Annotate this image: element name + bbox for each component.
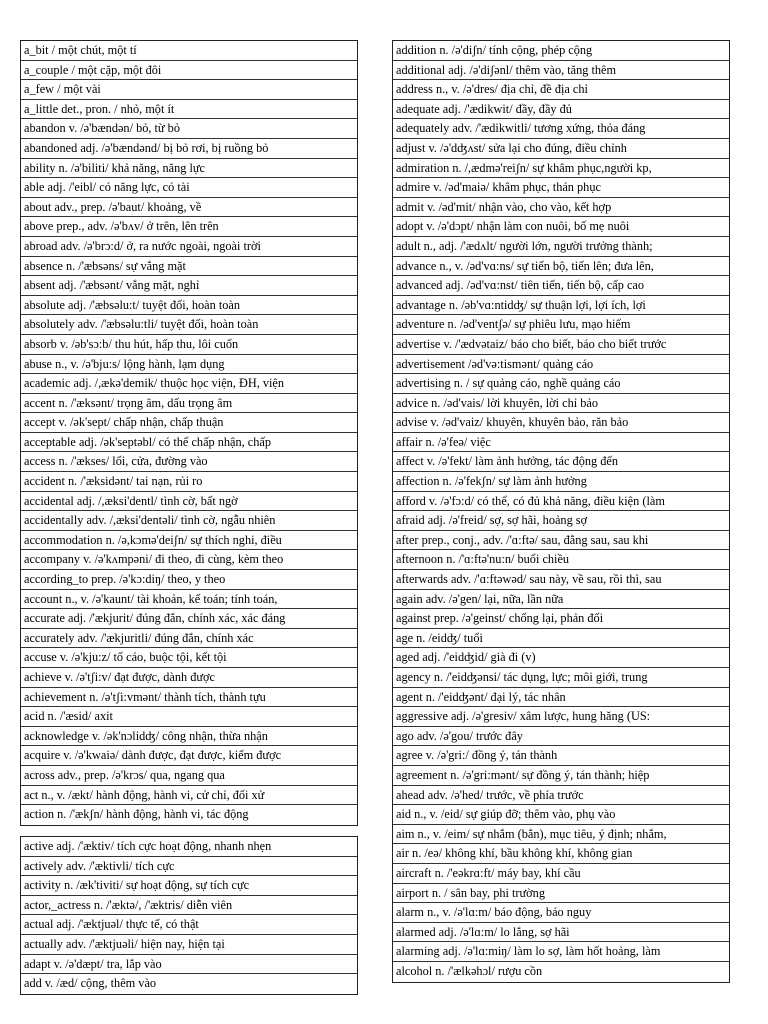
vocab-entry: adventure n. /əd'ventʃə/ sự phiêu lưu, mạo hiểm: [393, 315, 729, 335]
vocab-entry: advice n. /əd'vais/ lời khuyên, lời chỉ bảo: [393, 394, 729, 414]
vocab-entry: adjust v. /ə'dʤʌst/ sửa lại cho đúng, điều chỉnh: [393, 139, 729, 159]
vocab-entry: aircraft n. /'eəkrɑ:ft/ máy bay, khí cầu: [393, 864, 729, 884]
vocab-entry: alarming adj. /ə'lɑ:miŋ/ làm lo sợ, làm hốt hoảng, làm: [393, 942, 729, 962]
vocab-entry: agree v. /ə'gri:/ đồng ý, tán thành: [393, 746, 729, 766]
vocab-entry: admit v. /əd'mit/ nhận vào, cho vào, kết hợp: [393, 198, 729, 218]
vocab-entry: advertise v. /'ædvətaiz/ báo cho biết, báo cho biết trước: [393, 335, 729, 355]
vocab-entry: according_to prep. /ə'kɔ:diŋ/ theo, y theo: [21, 570, 357, 590]
vocab-entry: add v. /æd/ cộng, thêm vào: [24, 976, 157, 991]
vocab-entry: advise v. /əd'vaiz/ khuyên, khuyên bảo, răn bảo: [393, 413, 729, 433]
vocab-entry: afford v. /ə'fɔ:d/ có thể, có đủ khả năng, điều kiện (làm: [393, 492, 729, 512]
vocab-entry: affair n. /ə'feə/ việc: [393, 433, 729, 453]
vocab-entry: advance n., v. /əd'vɑ:ns/ sự tiến bộ, tiến lên; đưa lên,: [393, 257, 729, 277]
vocab-entry: achieve v. /ə'tʃi:v/ đạt được, dành được: [21, 668, 357, 688]
vocab-entry: accident n. /'æksidənt/ tai nạn, rủi ro: [21, 472, 357, 492]
vocab-entry: addition n. /ə'diʃn/ tính cộng, phép cộng: [393, 41, 729, 61]
vocab-entry: airport n. / sân bay, phi trường: [393, 884, 729, 904]
vocab-entry: alarm n., v. /ə'lɑ:m/ báo động, báo nguy: [393, 903, 729, 923]
vocab-entry: a_bit / một chút, một tí: [21, 41, 357, 61]
vocab-entry: academic adj. /,ækə'demik/ thuộc học viện, ĐH, viện: [21, 374, 357, 394]
vocab-entry: action n. /'ækʃn/ hành động, hành vi, tác động: [24, 807, 249, 822]
vocab-entry: about adv., prep. /ə'baut/ khoảng, về: [21, 198, 357, 218]
vocab-entry: affect v. /ə'fekt/ làm ảnh hưởng, tác động đến: [393, 452, 729, 472]
vocab-entry: adopt v. /ə'dɔpt/ nhận làm con nuôi, bố mẹ nuôi: [393, 217, 729, 237]
vocab-entry: achievement n. /ə'tʃi:vmənt/ thành tích, thành tựu: [21, 688, 357, 708]
vocab-entry: advertisement /əd'və:tismənt/ quảng cáo: [393, 355, 729, 375]
vocab-entry: account n., v. /ə'kaunt/ tài khoản, kế toán; tính toán,: [21, 590, 357, 610]
vocab-entry: age n. /eidʤ/ tuổi: [393, 629, 729, 649]
vocab-entry: act n., v. /ækt/ hành động, hành vi, cử chỉ, đối xử: [21, 786, 357, 806]
vocab-entry: aged adj. /'eidʤid/ già đi (v): [393, 648, 729, 668]
vocab-entry: absorb v. /əb'sɔ:b/ thu hút, hấp thu, lôi cuốn: [21, 335, 357, 355]
vocab-entry: ability n. /ə'biliti/ khả năng, năng lực: [21, 159, 357, 179]
vocab-entry: abuse n., v. /ə'bju:s/ lộng hành, lạm dụng: [21, 355, 357, 375]
vocab-entry: again adv. /ə'gen/ lại, nữa, lần nữa: [393, 590, 729, 610]
vocab-entry: acid n. /'æsid/ axit: [21, 707, 357, 727]
vocab-entry: admire v. /əd'maiə/ khâm phục, thán phục: [393, 178, 729, 198]
vocab-entry: accommodation n. /ə,kɔmə'deiʃn/ sự thích nghi, điều: [21, 531, 357, 551]
vocab-entry: actual adj. /'æktjuəl/ thực tế, có thật: [21, 915, 357, 935]
vocab-entry: accent n. /'æksənt/ trọng âm, dấu trọng âm: [21, 394, 357, 414]
vocab-entry: accurate adj. /'ækjurit/ đúng đắn, chính xác, xác đáng: [21, 609, 357, 629]
vocab-entry: ago adv. /ə'gou/ trước đây: [393, 727, 729, 747]
vocab-entry: address n., v. /ə'dres/ địa chỉ, đề địa chỉ: [393, 80, 729, 100]
vocab-entry: aim n., v. /eim/ sự nhắm (bắn), mục tiêu, ý định; nhắm,: [393, 825, 729, 845]
vocab-entry: accuse v. /ə'kju:z/ tố cáo, buộc tội, kết tội: [21, 648, 357, 668]
vocab-table-right: [392, 40, 730, 983]
vocab-entry: ahead adv. /ə'hed/ trước, về phía trước: [393, 786, 729, 806]
vocab-entry: after prep., conj., adv. /'ɑ:ftə/ sau, đằng sau, sau khi: [393, 531, 729, 551]
vocab-entry: abandon v. /ə'bændən/ bỏ, từ bỏ: [21, 119, 357, 139]
vocab-entry: agency n. /'eidʤənsi/ tác dụng, lực; môi giới, trung: [393, 668, 729, 688]
vocab-entry: adapt v. /ə'dæpt/ tra, lắp vào: [21, 955, 357, 975]
vocab-entry: a_few / một vài: [21, 80, 357, 100]
vocab-entry: against prep. /ə'geinst/ chống lại, phản đối: [393, 609, 729, 629]
vocab-entry: access n. /'ækses/ lối, cửa, đường vào: [21, 452, 357, 472]
vocab-entry: admiration n. /,ædmə'reiʃn/ sự khâm phục,người kp,: [393, 159, 729, 179]
vocab-entry: afterwards adv. /'ɑ:ftəwəd/ sau này, về sau, rồi thì, sau: [393, 570, 729, 590]
vocab-entry: acknowledge v. /ək'nɔlidʤ/ công nhận, thừa nhận: [21, 727, 357, 747]
vocab-entry: accompany v. /ə'kʌmpəni/ đi theo, đi cùng, kèm theo: [21, 550, 357, 570]
vocab-entry: alcohol n. /'ælkəhɔl/ rượu cồn: [396, 963, 543, 978]
vocab-entry: adequate adj. /'ædikwit/ đầy, đầy đủ: [393, 100, 729, 120]
vocab-table-left-bottom: [20, 836, 358, 995]
vocab-table-left-top: [20, 40, 358, 826]
vocab-entry: able adj. /'eibl/ có năng lực, có tài: [21, 178, 357, 198]
vocab-entry: advantage n. /əb'vɑ:ntidʤ/ sự thuận lợi, lợi ích, lợi: [393, 296, 729, 316]
vocab-entry: advertising n. / sự quảng cáo, nghề quảng cáo: [393, 374, 729, 394]
vocab-entry: accurately adv. /'ækjuritli/ đúng đắn, chính xác: [21, 629, 357, 649]
vocab-entry: activity n. /æk'tiviti/ sự hoạt động, sự tích cực: [21, 876, 357, 896]
vocab-entry: agent n. /'eidʤənt/ đại lý, tác nhân: [393, 688, 729, 708]
vocab-entry: acquire v. /ə'kwaiə/ dành được, đạt được, kiếm được: [21, 746, 357, 766]
vocab-entry: actor,_actress n. /'æktə/, /'æktris/ diễn viên: [21, 896, 357, 916]
vocab-entry: afternoon n. /'ɑ:ftə'nu:n/ buổi chiều: [393, 550, 729, 570]
vocab-entry: abandoned adj. /ə'bændənd/ bị bỏ rơi, bị ruồng bỏ: [21, 139, 357, 159]
vocab-entry: absolute adj. /'æbsəlu:t/ tuyệt đối, hoàn toàn: [21, 296, 357, 316]
vocab-entry: adult n., adj. /'ædʌlt/ người lớn, người trưởng thành;: [393, 237, 729, 257]
vocab-entry: a_little det., pron. / nhỏ, một ít: [21, 100, 357, 120]
vocab-entry: additional adj. /ə'diʃənl/ thêm vào, tăng thêm: [393, 61, 729, 81]
vocab-entry: alarmed adj. /ə'lɑ:m/ lo lắng, sợ hãi: [393, 923, 729, 943]
vocab-entry: active adj. /'æktiv/ tích cực hoạt động, nhanh nhẹn: [21, 837, 357, 857]
vocab-entry: acceptable adj. /ək'septəbl/ có thể chấp nhận, chấp: [21, 433, 357, 453]
vocab-entry: absent adj. /'æbsənt/ vắng mặt, nghỉ: [21, 276, 357, 296]
vocab-entry: aid n., v. /eid/ sự giúp đỡ; thêm vào, phụ vào: [393, 805, 729, 825]
vocab-entry: adequately adv. /'ædikwitli/ tương xứng, thỏa đáng: [393, 119, 729, 139]
vocab-entry: absolutely adv. /'æbsəlu:tli/ tuyệt đối, hoàn toàn: [21, 315, 357, 335]
vocab-entry: abroad adv. /ə'brɔ:d/ ở, ra nước ngoài, ngoài trời: [21, 237, 357, 257]
vocab-entry: air n. /eə/ không khí, bầu không khí, không gian: [393, 844, 729, 864]
vocab-entry: advanced adj. /əd'vɑ:nst/ tiên tiến, tiến bộ, cấp cao: [393, 276, 729, 296]
vocab-entry: actually adv. /'æktjuəli/ hiện nay, hiện tại: [21, 935, 357, 955]
vocab-entry: agreement n. /ə'gri:mənt/ sự đồng ý, tán thành; hiệp: [393, 766, 729, 786]
vocab-entry: a_couple / một cặp, một đôi: [21, 61, 357, 81]
vocab-entry: actively adv. /'æktivli/ tích cực: [21, 857, 357, 877]
vocab-entry: aggressive adj. /ə'gresiv/ xâm lược, hung hăng (US:: [393, 707, 729, 727]
vocab-entry: afraid adj. /ə'freid/ sợ, sợ hãi, hoảng sợ: [393, 511, 729, 531]
vocab-entry: absence n. /'æbsəns/ sự vắng mặt: [21, 257, 357, 277]
vocab-entry: accidental adj. /,æksi'dentl/ tình cờ, bất ngờ: [21, 492, 357, 512]
vocab-entry: affection n. /ə'fekʃn/ sự làm ảnh hưởng: [393, 472, 729, 492]
vocab-entry: accept v. /ək'sept/ chấp nhận, chấp thuận: [21, 413, 357, 433]
vocab-entry: across adv., prep. /ə'krɔs/ qua, ngang qua: [21, 766, 357, 786]
vocab-entry: above prep., adv. /ə'bʌv/ ở trên, lên trên: [21, 217, 357, 237]
vocab-entry: accidentally adv. /,æksi'dentəli/ tình cờ, ngẫu nhiên: [21, 511, 357, 531]
